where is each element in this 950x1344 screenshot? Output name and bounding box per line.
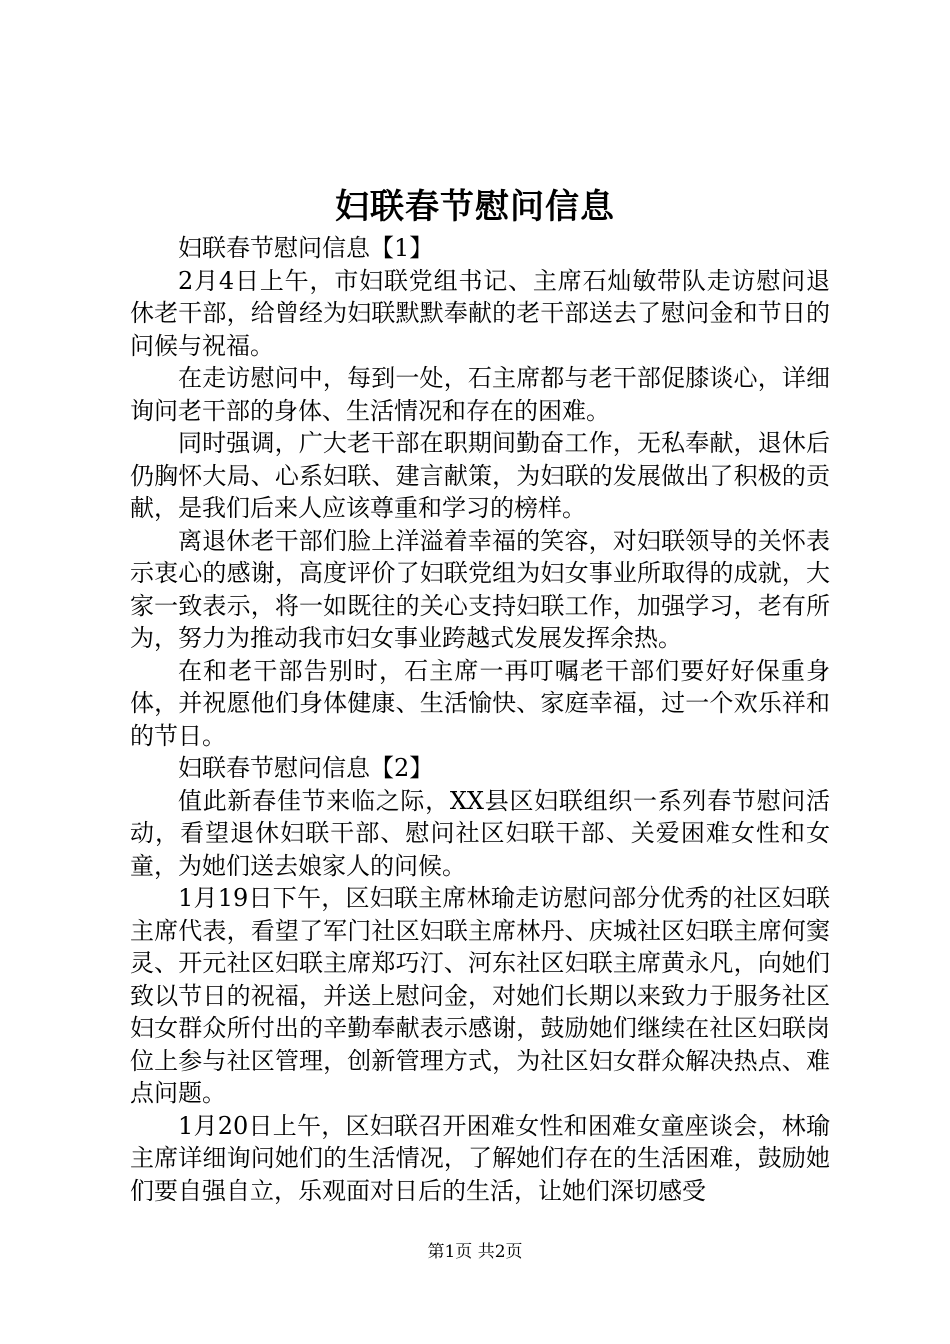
paragraph: 1月20日上午，区妇联召开困难女性和困难女童座谈会，林瑜主席详细询问她们的生活情况，了解她们存在的生活困难，鼓励她们要自强自立，乐观面对日后的生活，让她们深切感受: [130, 1111, 830, 1205]
paragraph: 同时强调，广大老干部在职期间勤奋工作，无私奉献，退休后仍胸怀大局、心系妇联、建言献策，为妇联的发展做出了积极的贡献，是我们后来人应该尊重和学习的榜样。: [130, 429, 830, 522]
page-number: 第1页 共2页: [427, 1242, 523, 1262]
paragraph: 值此新春佳节来临之际，XX县区妇联组织一系列春节慰问活动，看望退休妇联干部、慰问社区妇联干部、关爱困难女性和女童，为她们送去娘家人的问候。: [130, 786, 830, 880]
document-title: 妇联春节慰问信息: [335, 187, 615, 227]
paragraph: 在和老干部告别时，石主席一再叮嘱老干部们要好好保重身体，并祝愿他们身体健康、生活愉快、家庭幸福，过一个欢乐祥和的节日。: [130, 656, 830, 750]
paragraph: 1月19日下午，区妇联主席林瑜走访慰问部分优秀的社区妇联主席代表，看望了军门社区妇联主席林丹、庆城社区妇联主席何窦灵、开元社区妇联主席郑巧汀、河东社区妇联主席黄永凡，向她们致以节日的祝福，并送上慰问金，对她们长期以来致力于服务社区妇女群众所付出的辛勤奉献表示感谢，鼓励她们继续在社区妇联岗位上参与社区管理，创新管理方式，为社区妇女群众解决热点、难点问题。: [130, 884, 830, 1107]
paragraph: 在走访慰问中，每到一处，石主席都与老干部促膝谈心，详细询问老干部的身体、生活情况和存在的困难。: [130, 364, 830, 425]
paragraph: 2月4日上午，市妇联党组书记、主席石灿敏带队走访慰问退休老干部，给曾经为妇联默默奉献的老干部送去了慰问金和节日的问候与祝福。: [130, 266, 830, 360]
section-heading-2: 妇联春节慰问信息【2】: [178, 754, 434, 782]
section-heading-1: 妇联春节慰问信息【1】: [178, 234, 434, 262]
document-body: [130, 232, 830, 1207]
paragraph: 离退休老干部们脸上洋溢着幸福的笑容，对妇联领导的关怀表示衷心的感谢，高度评价了妇联党组为妇女事业所取得的成就，大家一致表示，将一如既往的关心支持妇联工作，加强学习，老有所为，努力为推动我市妇女事业跨越式发展发挥余热。: [130, 526, 830, 652]
